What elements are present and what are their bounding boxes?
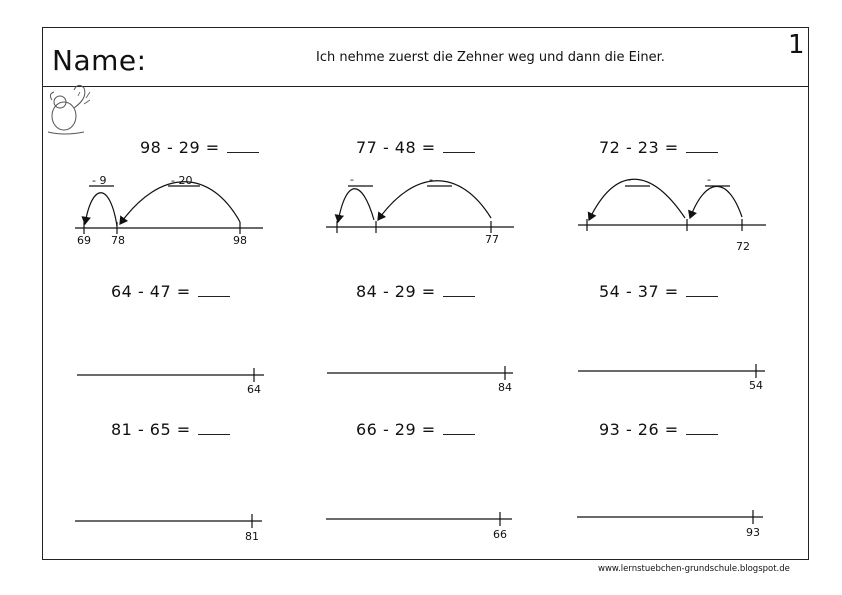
task-problem: 77 - 48 = — [356, 138, 475, 157]
hop-label: - — [350, 173, 354, 186]
tick-label: 54 — [749, 379, 763, 392]
tick-label: 98 — [233, 234, 247, 247]
task-problem: 93 - 26 = — [599, 420, 718, 439]
task-problem: 64 - 47 = — [111, 282, 230, 301]
number-line-task-2 — [326, 181, 514, 233]
hop-arc — [338, 189, 374, 222]
task-problem: 81 - 65 = — [111, 420, 230, 439]
tick-label: 78 — [111, 234, 125, 247]
task-problem: 72 - 23 = — [599, 138, 718, 157]
hop-arc — [378, 181, 491, 220]
instruction-text: Ich nehme zuerst die Zehner weg und dann die Einer. — [316, 50, 665, 65]
footer-url: www.lernstuebchen-grundschule.blogspot.de — [598, 564, 790, 574]
tick-label: 84 — [498, 381, 512, 394]
hop-arc — [690, 186, 742, 218]
tick-label: 64 — [247, 383, 261, 396]
hop-arc — [120, 182, 240, 224]
tick-label: 93 — [746, 526, 760, 539]
tick-label: 81 — [245, 530, 259, 543]
name-label: Name: — [52, 44, 147, 77]
hop-arc — [589, 179, 685, 220]
task-problem: 66 - 29 = — [356, 420, 475, 439]
tick-label: 77 — [485, 233, 499, 246]
number-line-task-1 — [75, 182, 263, 234]
task-problem: 54 - 37 = — [599, 282, 718, 301]
hop-label: - — [707, 173, 711, 186]
task-problem: 84 - 29 = — [356, 282, 475, 301]
hop-label: - — [429, 173, 433, 186]
tick-label: 72 — [736, 240, 750, 253]
page-number: 1 — [788, 30, 805, 60]
tick-label: 66 — [493, 528, 507, 541]
hop-arc — [85, 193, 117, 226]
number-line-task-3 — [578, 179, 766, 231]
hop-label: - — [627, 173, 631, 186]
task-problem: 98 - 29 = — [140, 138, 259, 157]
hop-label: - 20 — [171, 174, 193, 187]
squirrel-illustration — [48, 85, 90, 134]
hop-label: - 9 — [92, 174, 107, 187]
tick-label: 69 — [77, 234, 91, 247]
